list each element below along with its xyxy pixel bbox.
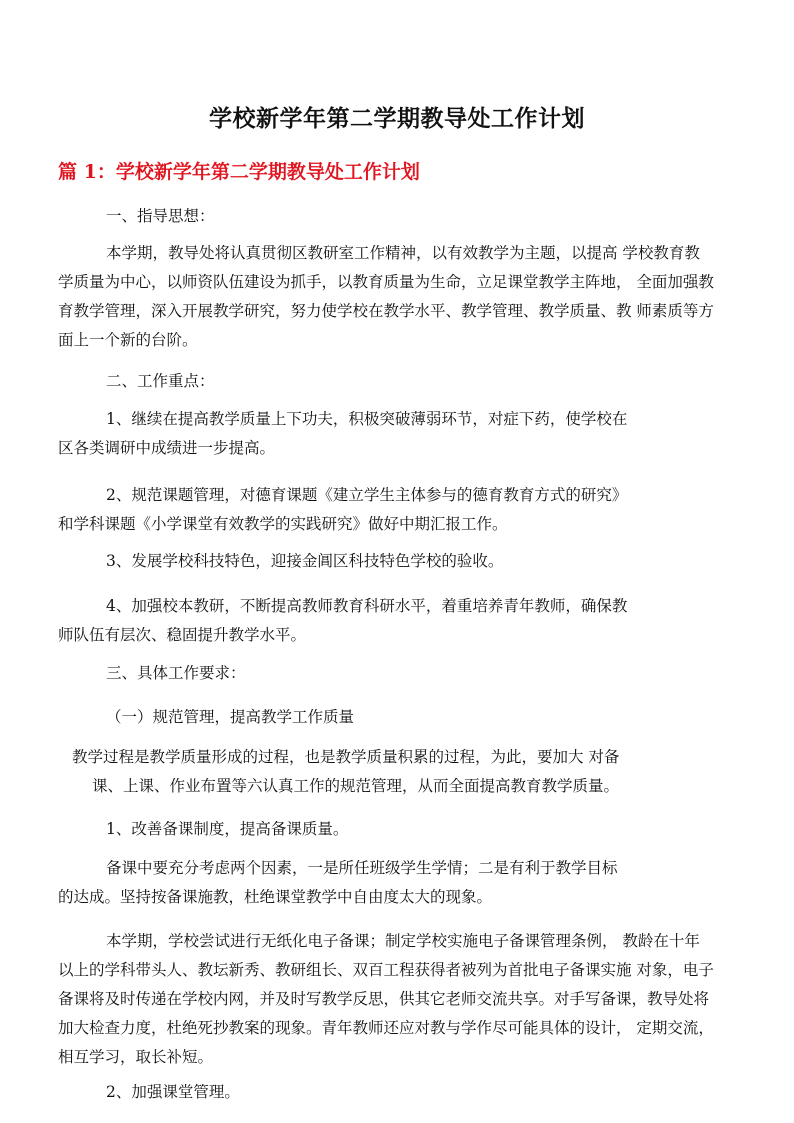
paragraph-focus-3 [106, 547, 503, 576]
paragraph-teaching-process [58, 743, 619, 801]
document-title: 学校新学年第二学期教导处工作计划 [209, 105, 585, 132]
text-line: 教学过程是教学质量形成的过程，也是教学质量积累的过程，为此，要加大 对备 [72, 748, 620, 766]
text-line: 相互学习，取长补短。 [58, 1048, 214, 1066]
text-line: 的达成。坚持按备课施教，杜绝课堂教学中自由度太大的现象。 [58, 888, 493, 906]
text-line: 2、规范课题管理，对德育课题《建立学生主体参与的德育教育方式的研究》 [106, 486, 628, 504]
heading-specific-requirements [106, 659, 246, 688]
text-line: （一）规范管理，提高教学工作质量 [106, 708, 355, 726]
paragraph-classroom-management [106, 1078, 240, 1107]
heading-guiding-ideology [106, 202, 215, 231]
paragraph-focus-4 [58, 592, 627, 650]
text-line: 1、继续在提高教学质量上下功夫，积极突破薄弱环节，对症下药，使学校在 [106, 410, 628, 428]
text-line: 2、加强课堂管理。 [106, 1083, 240, 1101]
text-line: 育教学管理，深入开展教学研究，努力使学校在教学水平、教学管理、教学质量、教 师素质等方 [58, 302, 714, 320]
paragraph-lesson-prep-heading [106, 815, 348, 844]
text-line: 加大检查力度，杜绝死抄教案的现象。青年教师还应对教与学作尽可能具体的设计， 定期交流， [58, 1019, 714, 1037]
text-line: 4、加强校本教研，不断提高教师教育科研水平，着重培养青年教师，确保教 [106, 597, 628, 615]
text-line: 区各类调研中成绩进一步提高。 [58, 439, 276, 457]
text-line: 本学期，学校尝试进行无纸化电子备课；制定学校实施电子备课管理条例， 教龄在十年 [106, 932, 700, 950]
text-line: 以上的学科带头人、教坛新秀、教研组长、双百工程获得者被列为首批电子备课实施 对象，电子 [58, 961, 714, 979]
text-line: 面上一个新的台阶。 [58, 331, 198, 349]
text-line: 3、发展学校科技特色，迎接金阊区科技特色学校的验收。 [106, 552, 504, 570]
text-line: 二、工作重点： [106, 372, 215, 390]
text-line: 三、具体工作要求： [106, 664, 246, 682]
text-line: 和学科课题《小学课堂有效教学的实践研究》做好中期汇报工作。 [58, 515, 508, 533]
text-line: 师队伍有层次、稳固提升教学水平。 [58, 626, 307, 644]
text-line: 本学期，教导处将认真贯彻区教研室工作精神，以有效教学为主题，以提高 学校教育教 [106, 244, 700, 262]
section-heading: 篇 1：学校新学年第二学期教导处工作计划 [58, 161, 420, 183]
paragraph-focus-1 [58, 405, 627, 463]
subheading-standard-management [106, 703, 354, 732]
paragraph-electronic-prep [58, 927, 714, 1072]
paragraph-guiding-ideology [58, 239, 714, 355]
text-line: 备课将及时传递在学校内网，并及时写教学反思，供其它老师交流共享。对手写备课，教导处将 [58, 990, 710, 1008]
text-line: 课、上课、作业布置等六认真工作的规范管理，从而全面提高教育教学质量。 [92, 777, 620, 795]
text-line: 一、指导思想： [106, 207, 215, 225]
heading-work-focus [106, 367, 215, 396]
paragraph-focus-2 [58, 481, 627, 539]
text-line: 备课中要充分考虑两个因素，一是所任班级学生学情；二是有利于教学目标 [106, 859, 618, 877]
text-line: 学质量为中心，以师资队伍建设为抓手，以教育质量为生命，立足课堂教学主阵地， 全面加强教 [58, 273, 714, 291]
text-line: 1、改善备课制度，提高备课质量。 [106, 820, 349, 838]
paragraph-lesson-prep-factors [58, 854, 618, 912]
